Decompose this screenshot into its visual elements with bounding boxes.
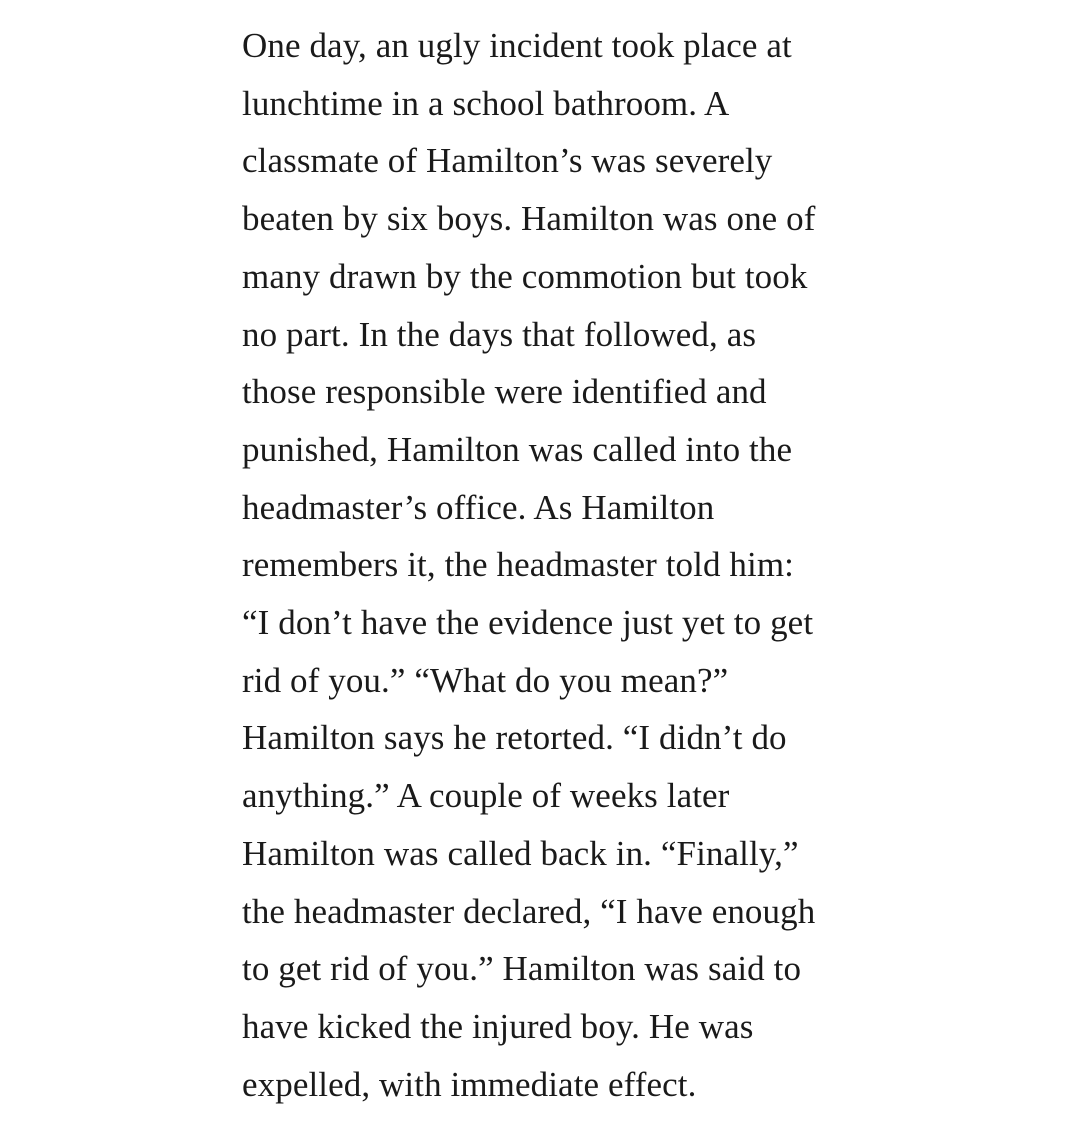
paragraph-line-9: headmaster’s office. As Hamilton <box>242 487 715 527</box>
paragraph-line-2: lunchtime in a school bathroom. A <box>242 83 730 123</box>
paragraph-line-11: “I don’t have the evidence just yet to get <box>242 603 814 643</box>
paragraph-line-4: beaten by six boys. Hamilton was one of <box>242 199 816 239</box>
paragraph-line-3: classmate of Hamilton’s was severely <box>242 141 773 181</box>
article-paragraph <box>242 17 862 1113</box>
paragraph-line-5: many drawn by the commotion but took <box>242 256 808 296</box>
paragraph-line-7: those responsible were identified and <box>242 372 767 412</box>
paragraph-line-10: remembers it, the headmaster told him: <box>242 545 794 585</box>
paragraph-line-14: anything.” A couple of weeks later <box>242 776 730 816</box>
paragraph-line-6: no part. In the days that followed, as <box>242 314 757 354</box>
paragraph-line-16: the headmaster declared, “I have enough <box>242 891 816 931</box>
paragraph-line-18: have kicked the injured boy. He was <box>242 1006 754 1046</box>
paragraph-line-13: Hamilton says he retorted. “I didn’t do <box>242 718 787 758</box>
paragraph-line-19: expelled, with immediate effect. <box>242 1064 697 1104</box>
paragraph-line-8: punished, Hamilton was called into the <box>242 429 793 469</box>
paragraph-line-15: Hamilton was called back in. “Finally,” <box>242 833 799 873</box>
paragraph-line-1: One day, an ugly incident took place at <box>242 26 792 65</box>
paragraph-line-12: rid of you.” “What do you mean?” <box>242 660 729 700</box>
paragraph-line-17: to get rid of you.” Hamilton was said to <box>242 949 802 989</box>
